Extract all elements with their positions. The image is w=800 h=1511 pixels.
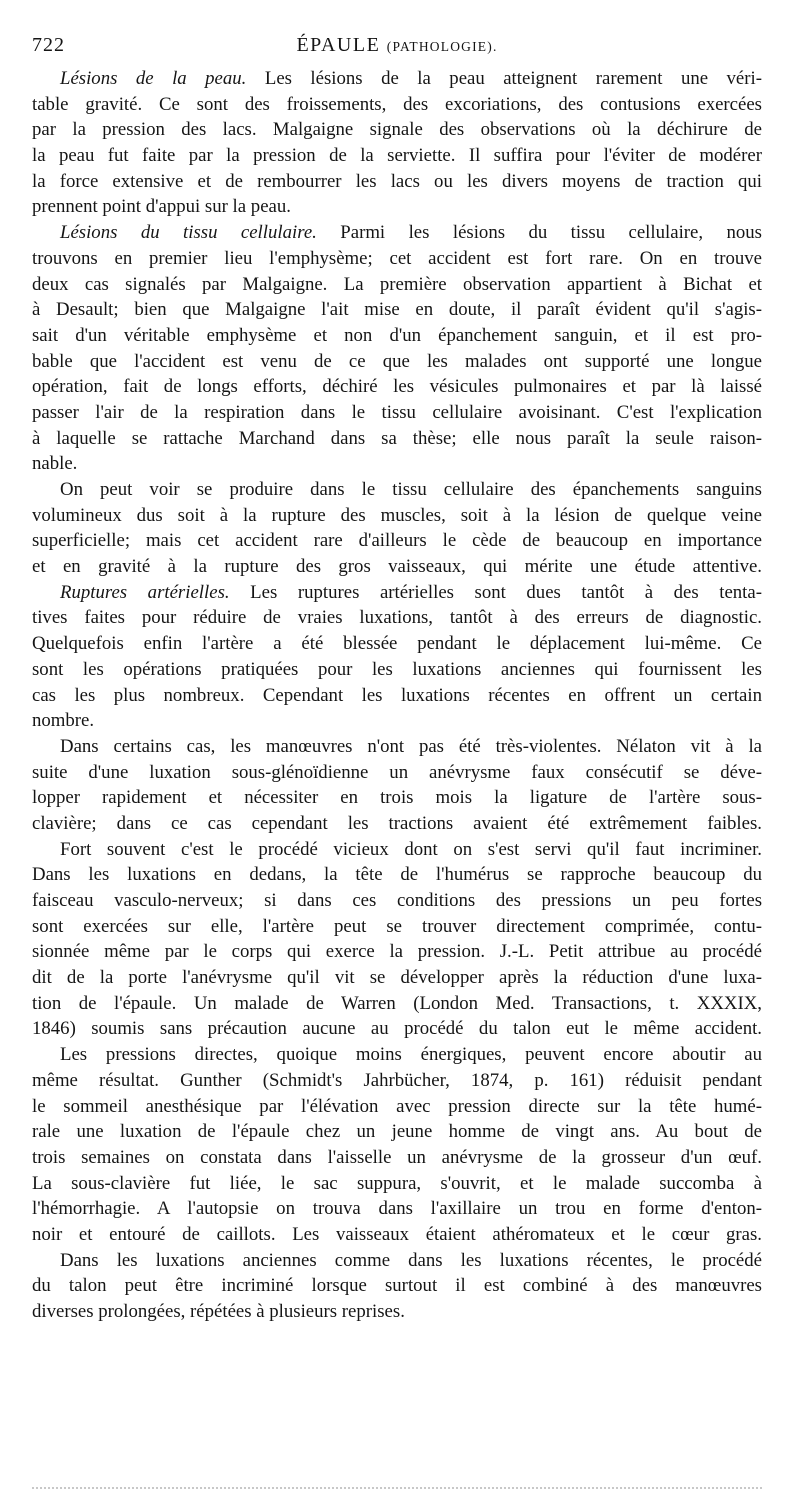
body-text xyxy=(32,66,762,1325)
text-line: nombre. xyxy=(32,710,95,732)
text-line: sionnée même par le corps qui exerce la pression. J.-L. Petit attribue au procédé xyxy=(32,941,762,963)
text-line: suite d'une luxation sous-glénoïdienne un anévrysme faux consécutif se déve- xyxy=(32,761,762,783)
text-line: 1846) soumis sans précaution aucune au procédé du talon eut le même accident. xyxy=(32,1018,762,1040)
text-line: sait d'un véritable emphysème et non d'un épanchement sanguin, et il est pro- xyxy=(32,324,762,346)
text-line: sont exercées sur elle, l'artère peut se trouver directement comprimée, contu- xyxy=(32,915,762,937)
text-line: par la pression des lacs. Malgaigne signale des observations où la déchirure de xyxy=(32,119,762,141)
text-line: trouvons en premier lieu l'emphysème; cet accident est fort rare. On en trouve xyxy=(32,247,762,269)
running-header xyxy=(32,32,762,58)
text-line: faisceau vasculo-nerveux; si dans ces conditions des pressions un peu fortes xyxy=(32,890,762,911)
text-line: cas les plus nombreux. Cependant les luxations récentes en offrent un certain xyxy=(32,684,762,706)
running-title-main: ÉPAULE xyxy=(296,34,381,56)
text-line: opération, fait de longs efforts, déchiré les vésicules pulmonaires et par là laissé xyxy=(32,376,762,398)
text-line: On peut voir se produire dans le tissu cellulaire des épanchements sanguins xyxy=(60,479,762,500)
text-line: deux cas signalés par Malgaigne. La première observation appartient à Bichat et xyxy=(32,273,762,295)
text-line: trois semaines on constata dans l'aisselle un anévrysme de la grosseur d'un œuf. xyxy=(32,1146,762,1168)
text-line: même résultat. Gunther (Schmidt's Jahrbücher, 1874, p. 161) réduisit pendant xyxy=(32,1069,762,1091)
text-line: et en gravité à la rupture des gros vaisseaux, qui mérite une étude attentive. xyxy=(32,556,762,578)
page-number: 722 xyxy=(32,34,65,56)
text-line: à laquelle se rattache Marchand dans sa thèse; elle nous paraît la seule raison- xyxy=(32,427,762,449)
text-line: Dans certains cas, les manœuvres n'ont pas été très-violentes. Nélaton vit à la xyxy=(60,735,762,757)
text-line: tion de l'épaule. Un malade de Warren (London Med. Transactions, t. XXXIX, xyxy=(32,992,762,1014)
text-line: bable que l'accident est venu de ce que les malades ont supporté une longue xyxy=(32,350,762,372)
running-title xyxy=(32,32,762,60)
text-line: noir et entouré de caillots. Les vaisseaux étaient athéromateux et le cœur gras. xyxy=(32,1223,762,1245)
text-line: la force extensive et de rembourrer les lacs ou les divers moyens de traction qui xyxy=(32,170,762,192)
text-line: Lésions du tissu cellulaire. Parmi les lésions du tissu cellulaire, nous xyxy=(60,222,762,244)
text-line: Lésions de la peau. Les lésions de la peau atteignent rarement une véri- xyxy=(60,68,762,89)
text-line: du talon peut être incriminé lorsque surtout il est combiné à des manœuvres xyxy=(32,1275,762,1297)
text-line: tives faites pour réduire de vraies luxations, tantôt à des erreurs de diagnostic. xyxy=(32,607,762,629)
section-lead: Ruptures artérielles. xyxy=(60,581,230,603)
section-lead: Lésions de la peau. xyxy=(60,68,247,89)
running-title-sub: (PATHOLOGIE). xyxy=(386,39,498,54)
text-line: Dans les luxations anciennes comme dans les luxations récentes, le procédé xyxy=(60,1249,762,1271)
text-line: la peau fut faite par la pression de la serviette. Il suffira pour l'éviter de modérer xyxy=(32,145,762,167)
text-line: rale une luxation de l'épaule chez un jeune homme de vingt ans. Au bout de xyxy=(32,1121,762,1143)
text-line: La sous-clavière fut liée, le sac suppura, s'ouvrit, et le malade succomba à xyxy=(32,1172,762,1194)
text-line: passer l'air de la respiration dans le tissu cellulaire avoisinant. C'est l'explication xyxy=(32,401,762,423)
text-line: sont les opérations pratiquées pour les luxations anciennes qui fournissent les xyxy=(32,658,762,680)
text-line: le sommeil anesthésique par l'élévation avec pression directe sur la tête humé- xyxy=(32,1095,762,1117)
text-line: diverses prolongées, répétées à plusieurs reprises. xyxy=(32,1301,405,1322)
text-line: l'hémorrhagie. A l'autopsie on trouva dans l'axillaire un trou en forme d'enton- xyxy=(32,1198,762,1220)
text-line: table gravité. Ce sont des froissements, des excoriations, des contusions exercées xyxy=(32,93,762,115)
text-line: superficielle; mais cet accident rare d'ailleurs le cède de beaucoup en importance xyxy=(32,530,762,552)
text-line: nable. xyxy=(32,453,78,475)
text-line: volumineux dus soit à la rupture des muscles, soit à la lésion de quelque veine xyxy=(32,504,762,526)
section-lead: Lésions du tissu cellulaire. xyxy=(60,222,317,244)
text-line: Quelquefois enfin l'artère a été blessée pendant le déplacement lui-même. Ce xyxy=(32,633,762,655)
text-line: Dans les luxations en dedans, la tête de l'humérus se rapproche beaucoup du xyxy=(32,864,762,886)
bottom-rule xyxy=(32,1487,762,1489)
text-line: prennent point d'appui sur la peau. xyxy=(32,196,291,218)
text-line: dit de la porte l'anévrysme qu'il vit se développer après la réduction d'une luxa- xyxy=(32,967,762,989)
text-line: lopper rapidement et nécessiter en trois mois la ligature de l'artère sous- xyxy=(32,787,762,809)
text-line: clavière; dans ce cas cependant les tractions avaient été extrêmement faibles. xyxy=(32,812,762,834)
text-line: Les pressions directes, quoique moins énergiques, peuvent encore aboutir au xyxy=(60,1044,762,1066)
text-line: Ruptures artérielles. Les ruptures artérielles sont dues tantôt à des tenta- xyxy=(60,581,762,603)
text-line: Fort souvent c'est le procédé vicieux dont on s'est servi qu'il faut incriminer. xyxy=(60,838,762,860)
text-line: à Desault; bien que Malgaigne l'ait mise en doute, il paraît évident qu'il s'agis- xyxy=(32,299,762,321)
